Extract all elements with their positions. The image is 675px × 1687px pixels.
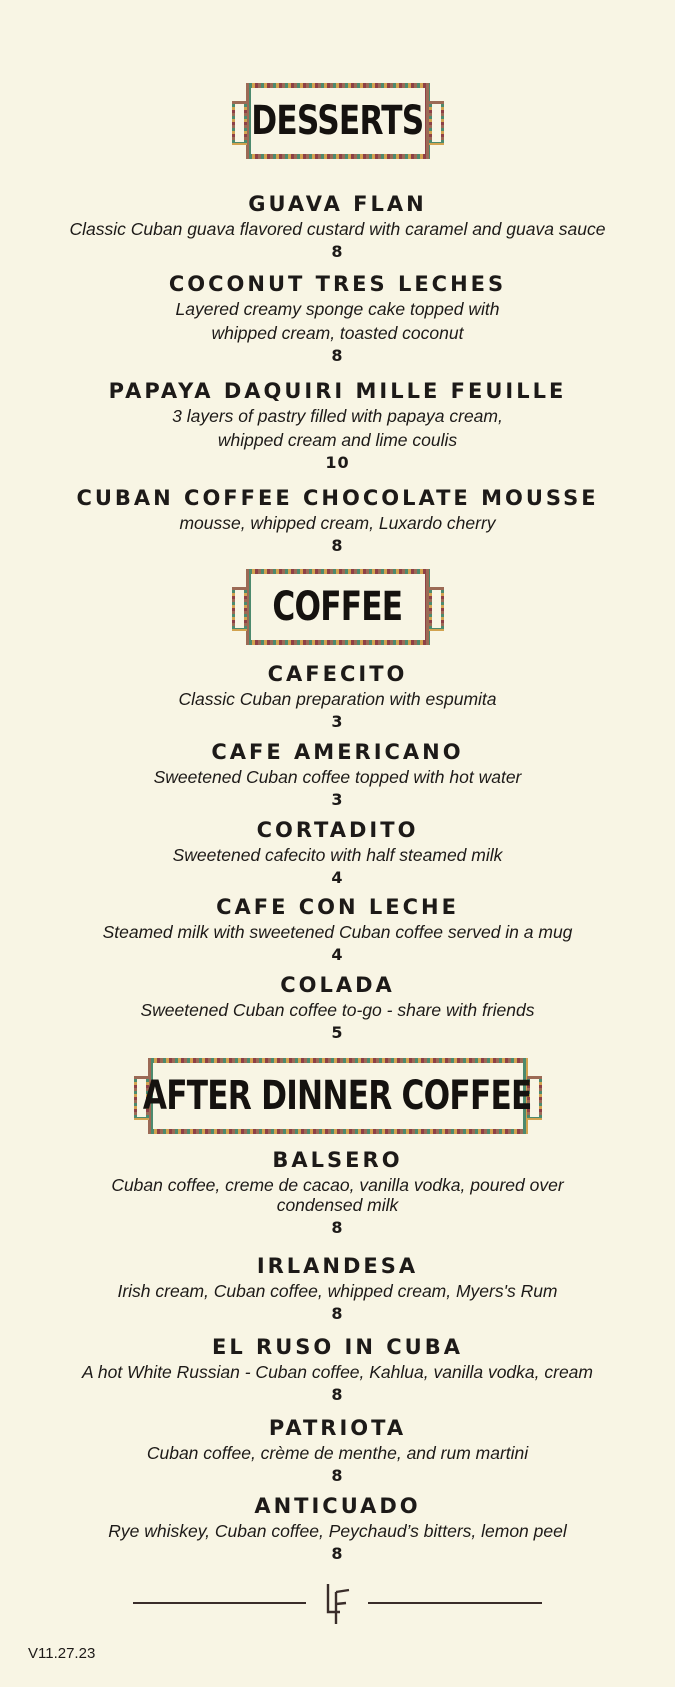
item-name: EL RUSO IN CUBA (212, 1335, 463, 1359)
section-title: COFFEE (272, 584, 403, 630)
item-description: Sweetened Cuban coffee topped with hot water (153, 767, 522, 787)
menu-item (0, 1254, 675, 1325)
item-description: Layered creamy sponge cake topped with (175, 299, 500, 319)
item-description: Sweetened cafecito with half steamed milk (172, 845, 503, 865)
item-name: CUBAN COFFEE CHOCOLATE MOUSSE (76, 486, 599, 510)
item-description: whipped cream and lime coulis (217, 430, 458, 450)
item-description: A hot White Russian - Cuban coffee, Kahlua, vanilla vodka, cream (81, 1362, 593, 1382)
section-title: AFTER DINNER COFFEE (143, 1073, 532, 1119)
menu-item (0, 740, 675, 811)
item-name: COLADA (280, 973, 395, 997)
menu-item (0, 486, 675, 557)
item-description: Classic Cuban guava flavored custard with caramel and guava sauce (69, 219, 606, 239)
banner-notch-left (232, 587, 247, 631)
menu-item (0, 1148, 675, 1239)
item-description: Rye whiskey, Cuban coffee, Peychaud’s bitters, lemon peel (108, 1521, 567, 1541)
item-price: 3 (331, 790, 344, 809)
banner-notch-right (429, 587, 444, 631)
menu-item (0, 1335, 675, 1406)
item-price: 8 (331, 346, 344, 365)
section-banner-coffee (232, 569, 444, 645)
item-description: Cuban coffee, creme de cacao, vanilla vodka, poured over (111, 1175, 564, 1195)
item-name: CAFECITO (267, 662, 408, 686)
menu-item (0, 895, 675, 966)
item-price: 8 (331, 242, 344, 261)
item-name: CAFE CON LECHE (216, 895, 459, 919)
menu-item (0, 818, 675, 889)
menu-item (0, 1416, 675, 1487)
menu-item (0, 662, 675, 733)
lf-logo-icon (322, 1582, 354, 1626)
menu-item (0, 1494, 675, 1565)
menu-item (0, 973, 675, 1044)
item-name: CAFE AMERICANO (211, 740, 464, 764)
item-name: ANTICUADO (254, 1494, 421, 1518)
item-name: GUAVA FLAN (248, 192, 427, 216)
item-name: PATRIOTA (268, 1416, 407, 1440)
footer-rule-right (368, 1602, 542, 1604)
version-label: V11.27.23 (28, 1645, 96, 1662)
menu-item (0, 192, 675, 263)
banner-notch-left (232, 101, 247, 145)
item-description: whipped cream, toasted coconut (211, 323, 464, 343)
item-description: Irish cream, Cuban coffee, whipped cream, Myers's Rum (117, 1281, 558, 1301)
section-banner-after-dinner-coffee (134, 1058, 542, 1134)
item-price: 4 (331, 945, 344, 964)
item-price: 8 (331, 1218, 344, 1237)
item-description: Cuban coffee, crème de menthe, and rum martini (146, 1443, 529, 1463)
item-description: Classic Cuban preparation with espumita (178, 689, 497, 709)
item-price: 8 (331, 1466, 344, 1485)
item-price: 4 (331, 868, 344, 887)
item-price: 5 (331, 1023, 344, 1042)
banner-notch-right (429, 101, 444, 145)
item-name: CORTADITO (256, 818, 419, 842)
item-name: PAPAYA DAQUIRI MILLE FEUILLE (108, 379, 567, 403)
item-description: 3 layers of pastry filled with papaya cream, (172, 406, 503, 426)
item-price: 10 (325, 453, 350, 472)
item-description: Sweetened Cuban coffee to-go - share with friends (140, 1000, 535, 1020)
item-price: 8 (331, 536, 344, 555)
item-description: condensed milk (276, 1195, 399, 1215)
section-banner-desserts (232, 83, 444, 159)
item-description: mousse, whipped cream, Luxardo cherry (179, 513, 496, 533)
item-price: 3 (331, 712, 344, 731)
item-price: 8 (331, 1385, 344, 1404)
footer-rule-left (133, 1602, 306, 1604)
item-price: 8 (331, 1544, 344, 1563)
item-name: COCONUT TRES LECHES (168, 272, 507, 296)
item-description: Steamed milk with sweetened Cuban coffee served in a mug (102, 922, 573, 942)
item-name: IRLANDESA (256, 1254, 419, 1278)
item-price: 8 (331, 1304, 344, 1323)
menu-item (0, 272, 675, 367)
menu-item (0, 379, 675, 474)
item-name: BALSERO (272, 1148, 403, 1172)
section-title: DESSERTS (251, 98, 424, 144)
